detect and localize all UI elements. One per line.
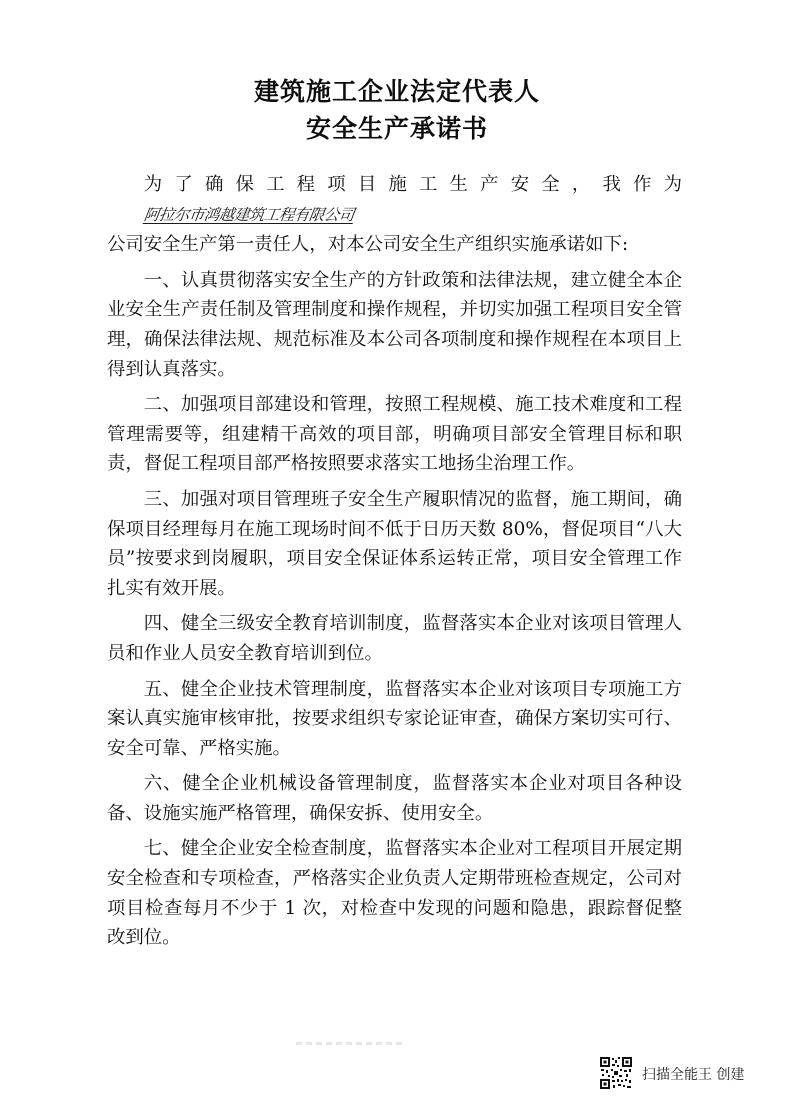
intro-paragraph [107,170,682,230]
commitment-paragraph-7: 七、健全企业安全检查制度，监督落实本企业对工程项目开展定期安全检查和专项检查，严格落实企业负责人定期带班检查规定，公司对项目检查每月不少于 1 次，对检查中发现的问题和隐患，跟踪督促整改到位。 [107,838,682,949]
commitment-paragraph-5: 五、健全企业技术管理制度，监督落实本企业对该项目专项施工方案认真实施审核审批，按要求组织专家论证审查，确保方案切实可行、安全可靠、严格实施。 [107,678,682,759]
commitment-paragraph-2: 二、加强项目部建设和管理，按照工程规模、施工技术难度和工程管理需要等，组建精干高效的项目部，明确项目部安全管理目标和职责，督促工程项目部严格按照要求落实工地扬尘治理工作。 [107,394,682,475]
commitment-paragraph-4: 四、健全三级安全教育培训制度，监督落实本企业对该项目管理人员和作业人员安全教育培训到位。 [107,613,682,664]
document-body [107,170,682,959]
qr-code-icon [599,1056,633,1090]
faint-scan-mark [296,1042,406,1045]
intro-text-before-company: 为了确保工程项目施工生产安全，我作为 [143,174,682,195]
handwritten-company-name: 阿拉尔市鸿越建筑工程有限公司 [142,205,356,224]
document-title-line-1: 建筑施工企业法定代表人 [253,77,540,106]
commitment-paragraph-1: 一、认真贯彻落实安全生产的方针政策和法律法规，建立健全本企业安全生产责任制及管理制度和操作规程，并切实加强工程项目安全管理，确保法律法规、规范标准及本公司各项制度和操作规程在本项目上得到认真落实。 [107,269,682,380]
scanner-watermark-label: 扫描全能王 创建 [642,1067,745,1083]
document-title-line-2: 安全生产承诺书 [305,114,488,143]
commitment-paragraph-6: 六、健全企业机械设备管理制度，监督落实本企业对项目各种设备、设施实施严格管理，确保安拆、使用安全。 [107,773,682,824]
intro-paragraph-continued: 公司安全生产第一责任人，对本公司安全生产组织实施承诺如下: [107,234,629,256]
commitment-paragraph-3: 三、加强对项目管理班子安全生产履职情况的监督，施工期间，确保项目经理每月在施工现场时间不低于日历天数 80%，督促项目“八大员”按要求到岗履职，项目安全保证体系运转正常，项目安全管理工作扎实有效开展。 [107,488,682,599]
